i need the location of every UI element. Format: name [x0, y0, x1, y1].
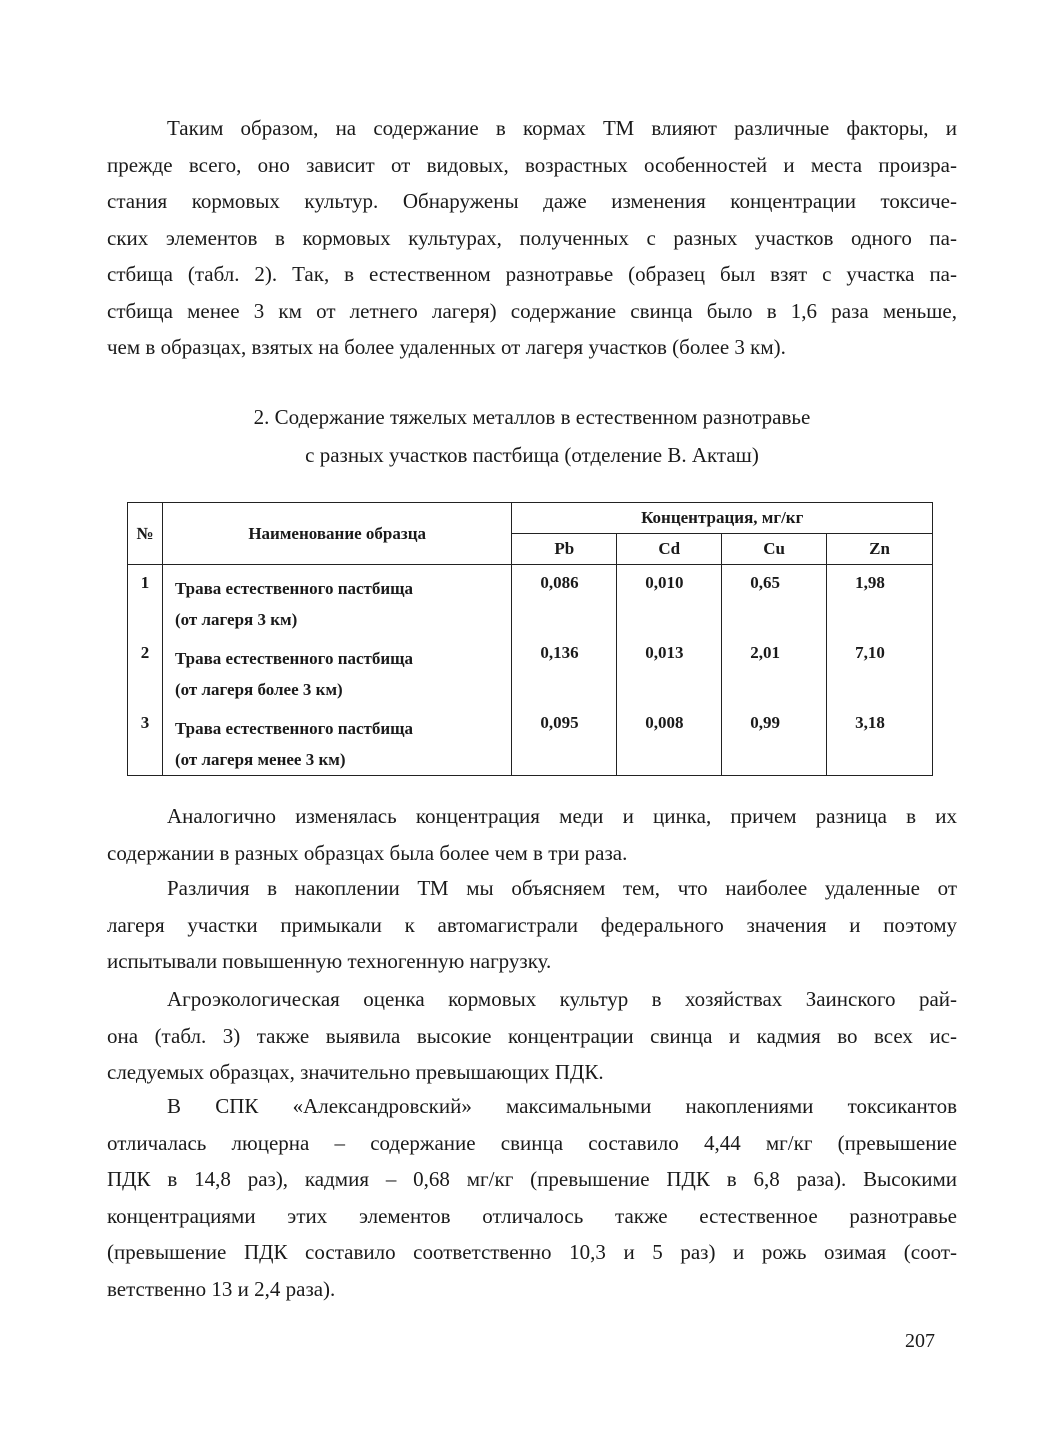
- text-line: стбища менее 3 км от летнего лагеря) содержание свинца было в 1,6 раза меньше,: [107, 298, 957, 323]
- pb-value: 0,086: [512, 565, 617, 636]
- text-line: испытывали повышенную техногенную нагрузку.: [107, 949, 552, 973]
- paragraph-1: [107, 110, 957, 366]
- text-line: содержании в разных образцах была более чем в три раза.: [107, 840, 628, 865]
- pb-value: 0,136: [512, 635, 617, 705]
- text-line: она (табл. 3) также выявила высокие концентрации свинца и кадмия во всех ис-: [107, 1023, 957, 1048]
- header-cd: Cd: [617, 534, 722, 565]
- sample-name: Трава естественного пастбища (от лагеря менее 3 км): [162, 705, 511, 776]
- header-sample-name: Наименование образца: [162, 503, 511, 565]
- text-line: лагеря участки примыкали к автомагистрали федерального значения и поэтому: [107, 912, 957, 937]
- table-caption: [107, 398, 957, 474]
- cd-value: 0,010: [617, 565, 722, 636]
- text-line: Таким образом, на содержание в кормах ТМ влияют различные факторы, и: [167, 116, 957, 140]
- text-line: стания кормовых культур. Обнаружены даже изменения концентрации токсиче-: [107, 189, 957, 213]
- header-cu: Cu: [722, 534, 827, 565]
- text-line: ПДК в 14,8 раз), кадмия – 0,68 мг/кг (превышение ПДК в 6,8 раза). Высокими: [107, 1167, 957, 1191]
- zn-value: 1,98: [827, 565, 933, 636]
- metals-table: [127, 502, 933, 776]
- row-number: 1: [128, 565, 163, 636]
- row-number: 2: [128, 635, 163, 705]
- header-pb: Pb: [512, 534, 617, 565]
- text-line: чем в образцах, взятых на более удаленных от лагеря участков (более 3 км).: [107, 335, 786, 359]
- table-row: [128, 705, 933, 776]
- cu-value: 2,01: [722, 635, 827, 705]
- text-line: ветственно 13 и 2,4 раза).: [107, 1276, 336, 1301]
- text-line: Различия в накоплении ТМ мы объясняем тем, что наиболее удаленные от: [167, 876, 957, 900]
- text-line: Аналогично изменялась концентрация меди и цинка, причем разница в их: [167, 804, 957, 828]
- text-line: ских элементов в кормовых культурах, полученных с разных участков одного па-: [107, 225, 957, 250]
- caption-line-2: с разных участков пастбища (отделение В. Акташ): [305, 443, 759, 467]
- text-line: концентрациями этих элементов отличалось также естественное разнотравье: [107, 1203, 957, 1228]
- text-line: прежде всего, оно зависит от видовых, возрастных особенностей и места произра-: [107, 152, 957, 177]
- zn-value: 3,18: [827, 705, 933, 776]
- header-number: №: [128, 503, 163, 565]
- table-row: [128, 565, 933, 636]
- text-line: Агроэкологическая оценка кормовых культур в хозяйствах Заинского рай-: [167, 987, 957, 1011]
- cd-value: 0,008: [617, 705, 722, 776]
- paragraph-5: [107, 1088, 957, 1307]
- header-concentration: Концентрация, мг/кг: [512, 503, 933, 534]
- sample-name: Трава естественного пастбища (от лагеря 3 км): [162, 565, 511, 636]
- page-number: 207: [905, 1330, 935, 1352]
- caption-line-1: 2. Содержание тяжелых металлов в естественном разнотравье: [253, 405, 811, 429]
- text-line: В СПК «Александровский» максимальными накоплениями токсикантов: [167, 1094, 957, 1118]
- cd-value: 0,013: [617, 635, 722, 705]
- sample-name: Трава естественного пастбища (от лагеря более 3 км): [162, 635, 511, 705]
- cu-value: 0,99: [722, 705, 827, 776]
- table-row: [128, 635, 933, 705]
- paragraph-3: [107, 870, 957, 980]
- paragraph-4: [107, 981, 957, 1091]
- cu-value: 0,65: [722, 565, 827, 636]
- text-line: (превышение ПДК составило соответственно 10,3 и 5 раз) и рожь озимая (соот-: [107, 1240, 957, 1264]
- row-number: 3: [128, 705, 163, 776]
- header-zn: Zn: [827, 534, 933, 565]
- text-line: следуемых образцах, значительно превышающих ПДК.: [107, 1060, 604, 1084]
- paragraph-2: [107, 798, 957, 871]
- text-line: отличалась люцерна – содержание свинца составило 4,44 мг/кг (превышение: [107, 1130, 957, 1155]
- text-line: стбища (табл. 2). Так, в естественном разнотравье (образец был взят с участка па-: [107, 262, 957, 286]
- pb-value: 0,095: [512, 705, 617, 776]
- zn-value: 7,10: [827, 635, 933, 705]
